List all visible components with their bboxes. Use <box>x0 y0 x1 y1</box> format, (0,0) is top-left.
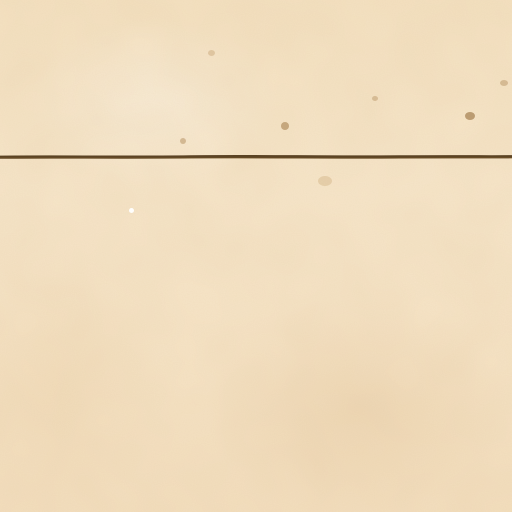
horizontal-ink-line <box>0 152 512 162</box>
stain-speck <box>318 176 332 186</box>
stain-speck <box>281 122 289 130</box>
stain-speck <box>465 112 475 120</box>
stain-speck <box>208 50 215 56</box>
white-fleck <box>129 208 134 213</box>
stain-speck <box>180 138 186 144</box>
stain-speck <box>372 96 378 101</box>
stain-speck <box>500 80 508 86</box>
